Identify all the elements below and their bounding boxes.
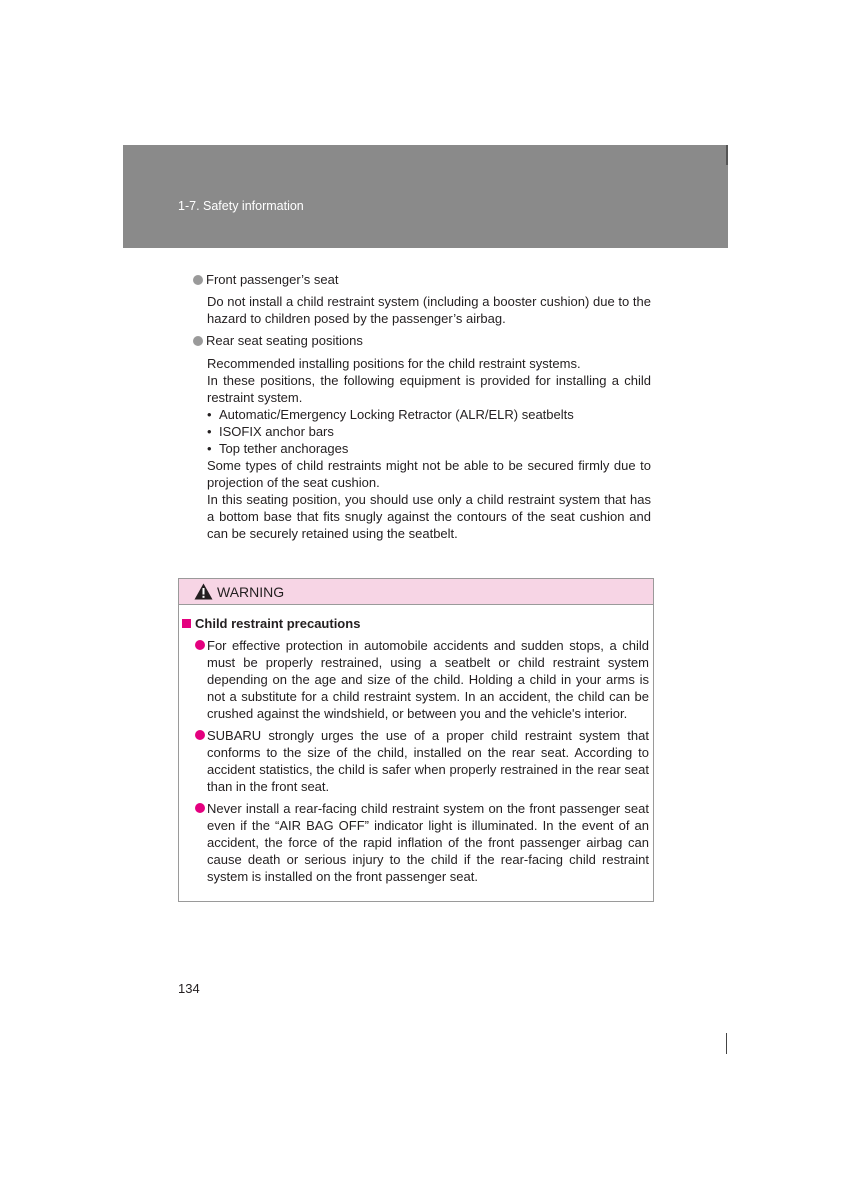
warning-item-text: For effective protection in automobile accidents and sudden stops, a child must be properly restrained, using a seatbelt or child restraint system depending on the age and size of the child. Holding a child in your arms is not a substitute for a child restraint system. In an accident, the child can be crushed against the windshield, or between you and the vehicle's interior. (207, 638, 649, 721)
header-edge-tick (726, 145, 728, 165)
rear-seat-intro-1: Recommended installing positions for the child restraint systems. (207, 356, 581, 371)
list-item: • Top tether anchorages (207, 441, 349, 456)
warning-subheading (182, 615, 649, 632)
page-edge-mark (726, 1033, 727, 1054)
list-item: • ISOFIX anchor bars (207, 424, 334, 439)
warning-subheading-text: Child restraint precautions (195, 616, 361, 631)
warning-header (179, 579, 653, 605)
pink-bullet-icon (195, 803, 205, 813)
rear-seat-heading-text: Rear seat seating positions (206, 333, 363, 348)
rear-seat-note-2: In this seating position, you should use only a child restraint system that has a bottom base that fits snugly against the contours of the seat cushion and can be securely retained using the seatbelt. (207, 492, 651, 541)
warning-label: WARNING (217, 583, 285, 600)
front-seat-heading-text: Front passenger’s seat (206, 272, 339, 287)
pink-bullet-icon (195, 640, 205, 650)
list-item: • Automatic/Emergency Locking Retractor (ALR/ELR) seatbelts (207, 407, 574, 422)
warning-body (179, 605, 653, 885)
warning-item (182, 727, 649, 795)
main-content (193, 271, 651, 542)
rear-seat-section (193, 355, 651, 542)
warning-item (182, 800, 649, 885)
equipment-list (207, 406, 651, 457)
gray-bullet-icon (193, 275, 203, 285)
section-title: 1-7. Safety information (178, 199, 304, 213)
warning-item (182, 637, 649, 722)
pink-square-icon (182, 619, 191, 628)
front-seat-body: Do not install a child restraint system (including a booster cushion) due to the hazard to children posed by the passenger’s airbag. (207, 294, 651, 326)
warning-item-text: Never install a rear-facing child restraint system on the front passenger seat even if the “AIR BAG OFF” indicator light is illuminated. In the event of an accident, the force of the rapid inflation of the front passenger airbag can cause death or serious injury to the child if the rear-facing child restraint system is installed on the front passenger seat. (207, 801, 649, 884)
warning-item-text: SUBARU strongly urges the use of a proper child restraint system that conforms to the size of the child, installed on the rear seat. According to accident statistics, the child is safer when properly restrained in the rear seat than in the front seat. (207, 728, 649, 794)
front-seat-heading (193, 271, 651, 288)
page-number: 134 (178, 981, 200, 996)
warning-box (178, 578, 654, 902)
rear-seat-note-1: Some types of child restraints might not be able to be secured firmly due to projection of the seat cushion. (207, 458, 651, 490)
rear-seat-heading (193, 332, 651, 349)
pink-bullet-icon (195, 730, 205, 740)
section-header-band (123, 145, 728, 248)
rear-seat-intro-2: In these positions, the following equipment is provided for installing a child restraint system. (207, 373, 651, 405)
gray-bullet-icon (193, 336, 203, 346)
warning-triangle-icon (194, 583, 213, 600)
